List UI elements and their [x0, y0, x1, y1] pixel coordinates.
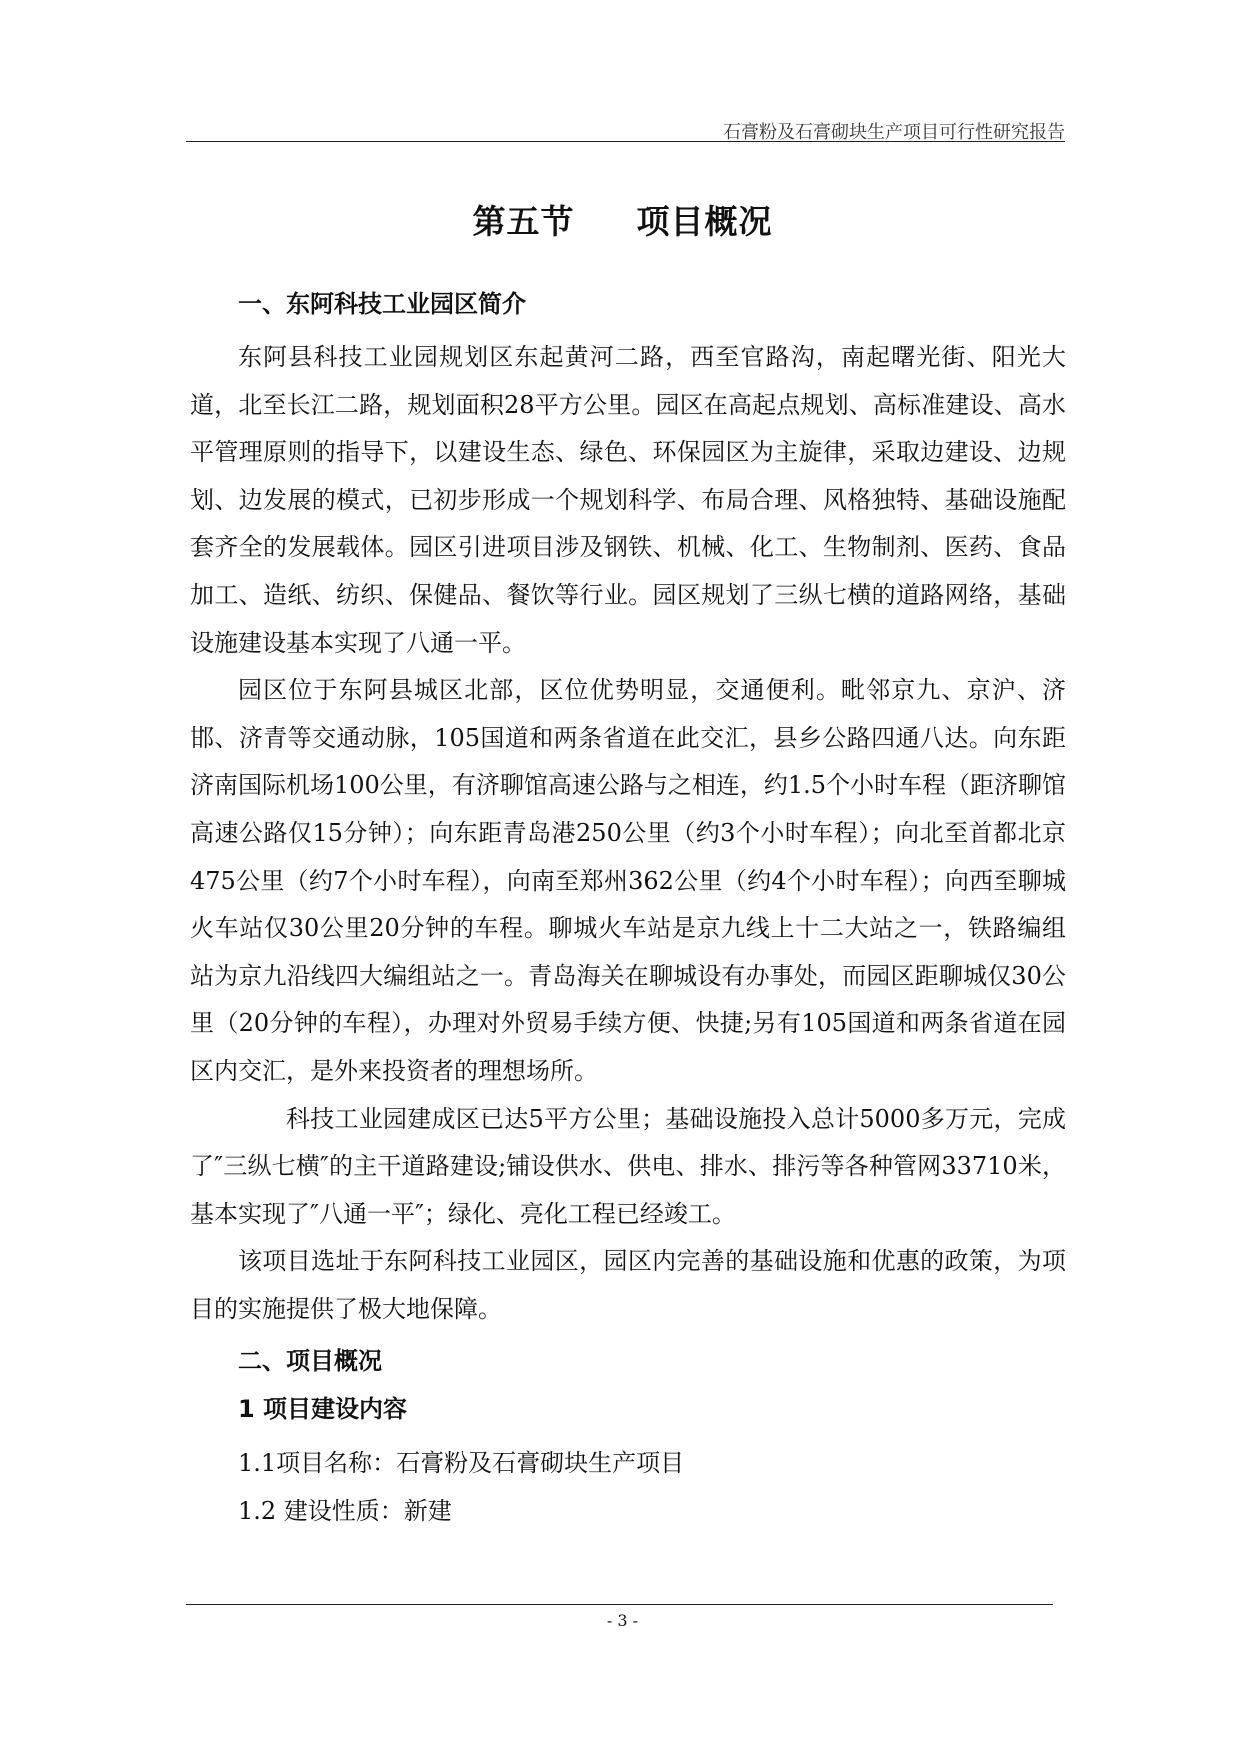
- document-body: [190, 286, 1066, 1535]
- subheading-construction-content: 1 项目建设内容: [238, 1395, 408, 1424]
- paragraph-park-infrastructure: 科技工业园建成区已达5平方公里；基础设施投入总计5000多万元，完成了″三纵七横″的主干道路建设;铺设供水、供电、排水、排污等各种管网33710米，基本实现了″八通一平″；绿化、亮化工程已经竣工。: [190, 1104, 1066, 1228]
- item-project-name: 1.1项目名称：石膏粉及石膏砌块生产项目: [238, 1449, 685, 1478]
- paragraph-park-location: 园区位于东阿县城区北部，区位优势明显，交通便利。毗邻京九、京沪、济邯、济青等交通动脉，105国道和两条省道在此交汇，县乡公路四通八达。向东距济南国际机场100公里，有济聊馆高速公路与之相连，约1.5个小时车程（距济聊馆高速公路仅15分钟）；向东距青岛港250公里（约3个小时车程）；向北至首都北京475公里（约7个小时车程），向南至郑州362公里（约4个小时车程）；向西至聊城火车站仅30公里20分钟的车程。聊城火车站是京九线上十二大站之一，铁路编组站为京九沿线四大编组站之一。青岛海关在聊城设有办事处，而园区距聊城仅30公里（20分钟的车程），办理对外贸易手续方便、快捷;另有105国道和两条省道在园区内交汇，是外来投资者的理想场所。: [190, 676, 1066, 1085]
- section-title-text: 项目概况: [636, 202, 773, 241]
- paragraph-park-overview: 东阿县科技工业园规划区东起黄河二路，西至官路沟，南起曙光街、阳光大道，北至长江二路，规划面积28平方公里。园区在高起点规划、高标准建设、高水平管理原则的指导下，以建设生态、绿色、环保园区为主旋律，采取边建设、边规划、边发展的模式，已初步形成一个规划科学、布局合理、风格独特、基础设施配套齐全的发展载体。园区引进项目涉及钢铁、机械、化工、生物制剂、医药、食品加工、造纸、纺织、保健品、餐饮等行业。园区规划了三纵七横的道路网络，基础设施建设基本实现了八通一平。: [190, 343, 1066, 657]
- page-header-title: 石膏粉及石膏砌块生产项目可行性研究报告: [723, 122, 1065, 143]
- section-number: 第五节: [472, 202, 575, 241]
- item-construction-nature: 1.2 建设性质：新建: [238, 1497, 452, 1526]
- header-divider: [186, 141, 1065, 142]
- heading-park-intro: 一、东阿科技工业园区简介: [238, 290, 526, 318]
- paragraph-project-site: 该项目选址于东阿科技工业园区，园区内完善的基础设施和优惠的政策，为项目的实施提供了极大地保障。: [190, 1247, 1066, 1323]
- footer-divider: [186, 1604, 1053, 1605]
- page-number: - 3 -: [606, 1611, 639, 1630]
- heading-project-overview: 二、项目概况: [238, 1347, 382, 1376]
- section-title: [0, 196, 1245, 243]
